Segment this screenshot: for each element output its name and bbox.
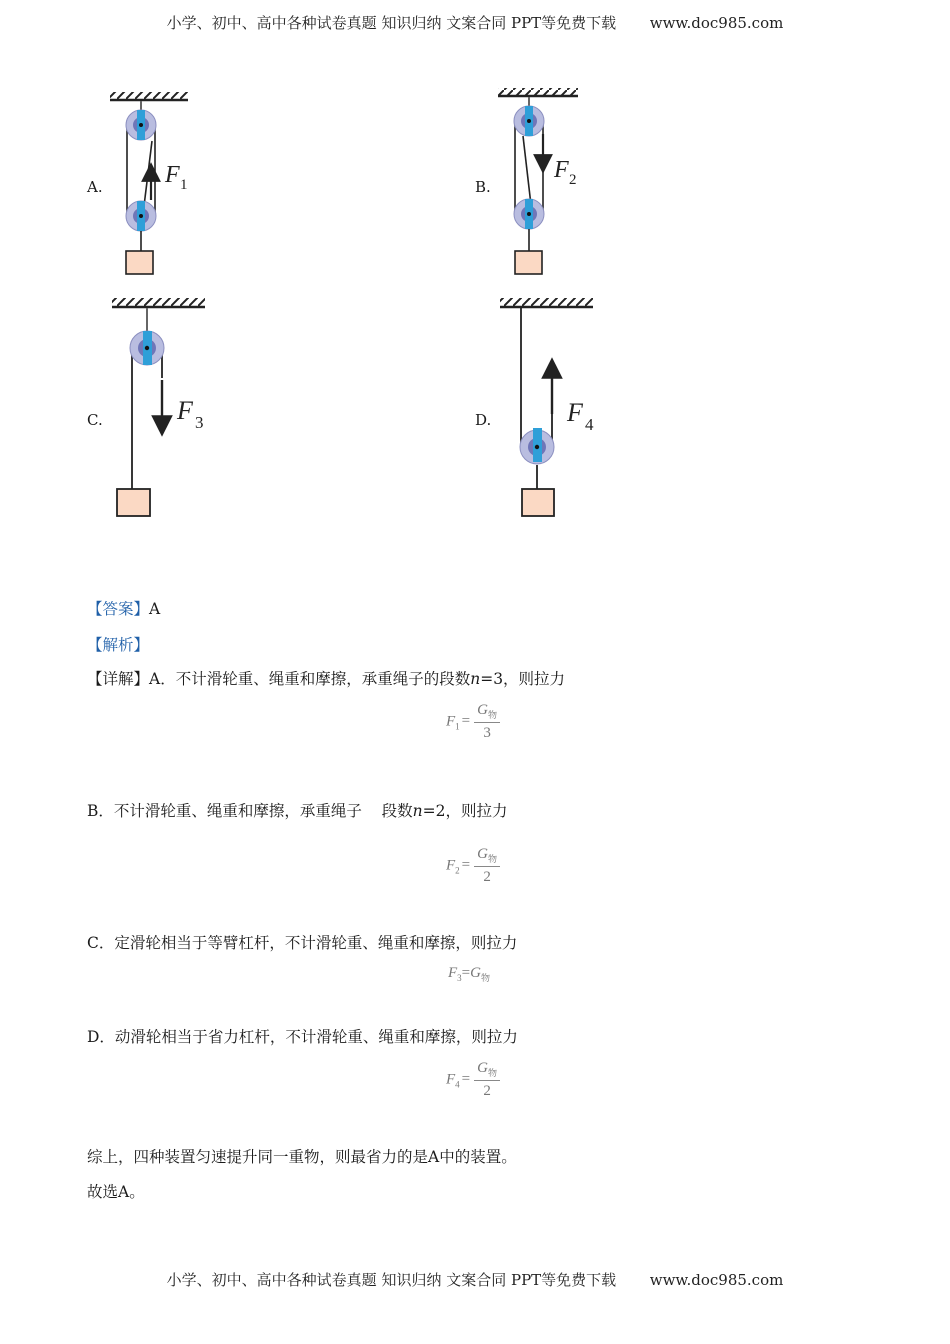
fixed-pulley-a [126,110,156,140]
header-site[interactable]: www.doc985.com [649,14,784,32]
detail-a-n: n [470,670,481,688]
force-label-c: F [177,396,193,425]
ceiling-hatch-b [498,88,578,95]
detail-tag: 【详解】 [87,670,150,688]
detail-b-n: n [412,802,423,820]
answer-value: A [149,600,161,618]
weight-a [126,251,153,274]
formula-f1: $F_1$ = $\frac{G_物}{3}$ [446,702,500,742]
movable-pulley-d [520,428,554,464]
option-d-label: D. [475,411,492,429]
fixed-pulley-c [130,331,164,365]
diagram-d [500,298,594,516]
formula-f3: $F_3=G_物$ [448,965,490,983]
diagram-b [498,88,578,274]
detail-b-tail: =2，则拉力 [422,802,508,820]
force-sub-a: 1 [180,177,188,193]
detail-a-tail: =3，则拉力 [480,670,566,688]
answer-line [87,597,160,619]
answer-tag: 【答案】 [87,600,150,618]
diagram-a [110,92,188,274]
analysis-line [87,633,149,655]
page-footer [0,1269,950,1290]
formula-f4: $F_4$ = $\frac{G_物}{2}$ [446,1060,500,1100]
fixed-pulley-b [514,106,544,136]
pulley-diagrams [0,0,950,560]
ceiling-hatch-d [500,298,593,306]
movable-pulley-b [514,199,544,229]
force-label-b: F [554,157,569,183]
detail-b-text: B．不计滑轮重、绳重和摩擦，承重绳子 段数 [87,802,413,820]
option-a-label: A. [87,178,103,196]
detail-d-line: D．动滑轮相当于省力杠杆，不计滑轮重、绳重和摩擦，则拉力 [87,1028,518,1046]
weight-c [117,489,150,516]
detail-b-line [87,799,507,821]
force-sub-d: 4 [585,415,594,434]
conclusion-line: 故选A。 [87,1183,145,1201]
header-text: 小学、初中、高中各种试卷真题 知识归纳 文案合同 PPT等免费下载 [166,14,617,32]
ceiling-hatch-a [110,92,188,99]
option-c-label: C. [87,411,103,429]
formula-f2: $F_2$ = $\frac{G_物}{2}$ [446,846,500,886]
weight-b [515,251,542,274]
ceiling-hatch-c [112,298,205,306]
weight-d [522,489,554,516]
detail-c-line: C．定滑轮相当于等臂杠杆，不计滑轮重、绳重和摩擦，则拉力 [87,934,518,952]
movable-pulley-a [126,201,156,231]
analysis-tag: 【解析】 [87,636,150,654]
diagram-c [112,298,205,516]
detail-a-text: A．不计滑轮重、绳重和摩擦，承重绳子的段数 [149,670,471,688]
footer-text: 小学、初中、高中各种试卷真题 知识归纳 文案合同 PPT等免费下载 [166,1271,617,1289]
footer-site[interactable]: www.doc985.com [649,1271,784,1289]
force-sub-b: 2 [569,172,577,188]
summary-line: 综上，四种装置匀速提升同一重物，则最省力的是A中的装置。 [87,1148,517,1166]
detail-a-line [87,667,565,689]
force-label-d: F [567,398,583,427]
force-label-a: F [165,162,180,188]
option-b-label: B. [475,178,491,196]
force-sub-c: 3 [195,413,204,432]
